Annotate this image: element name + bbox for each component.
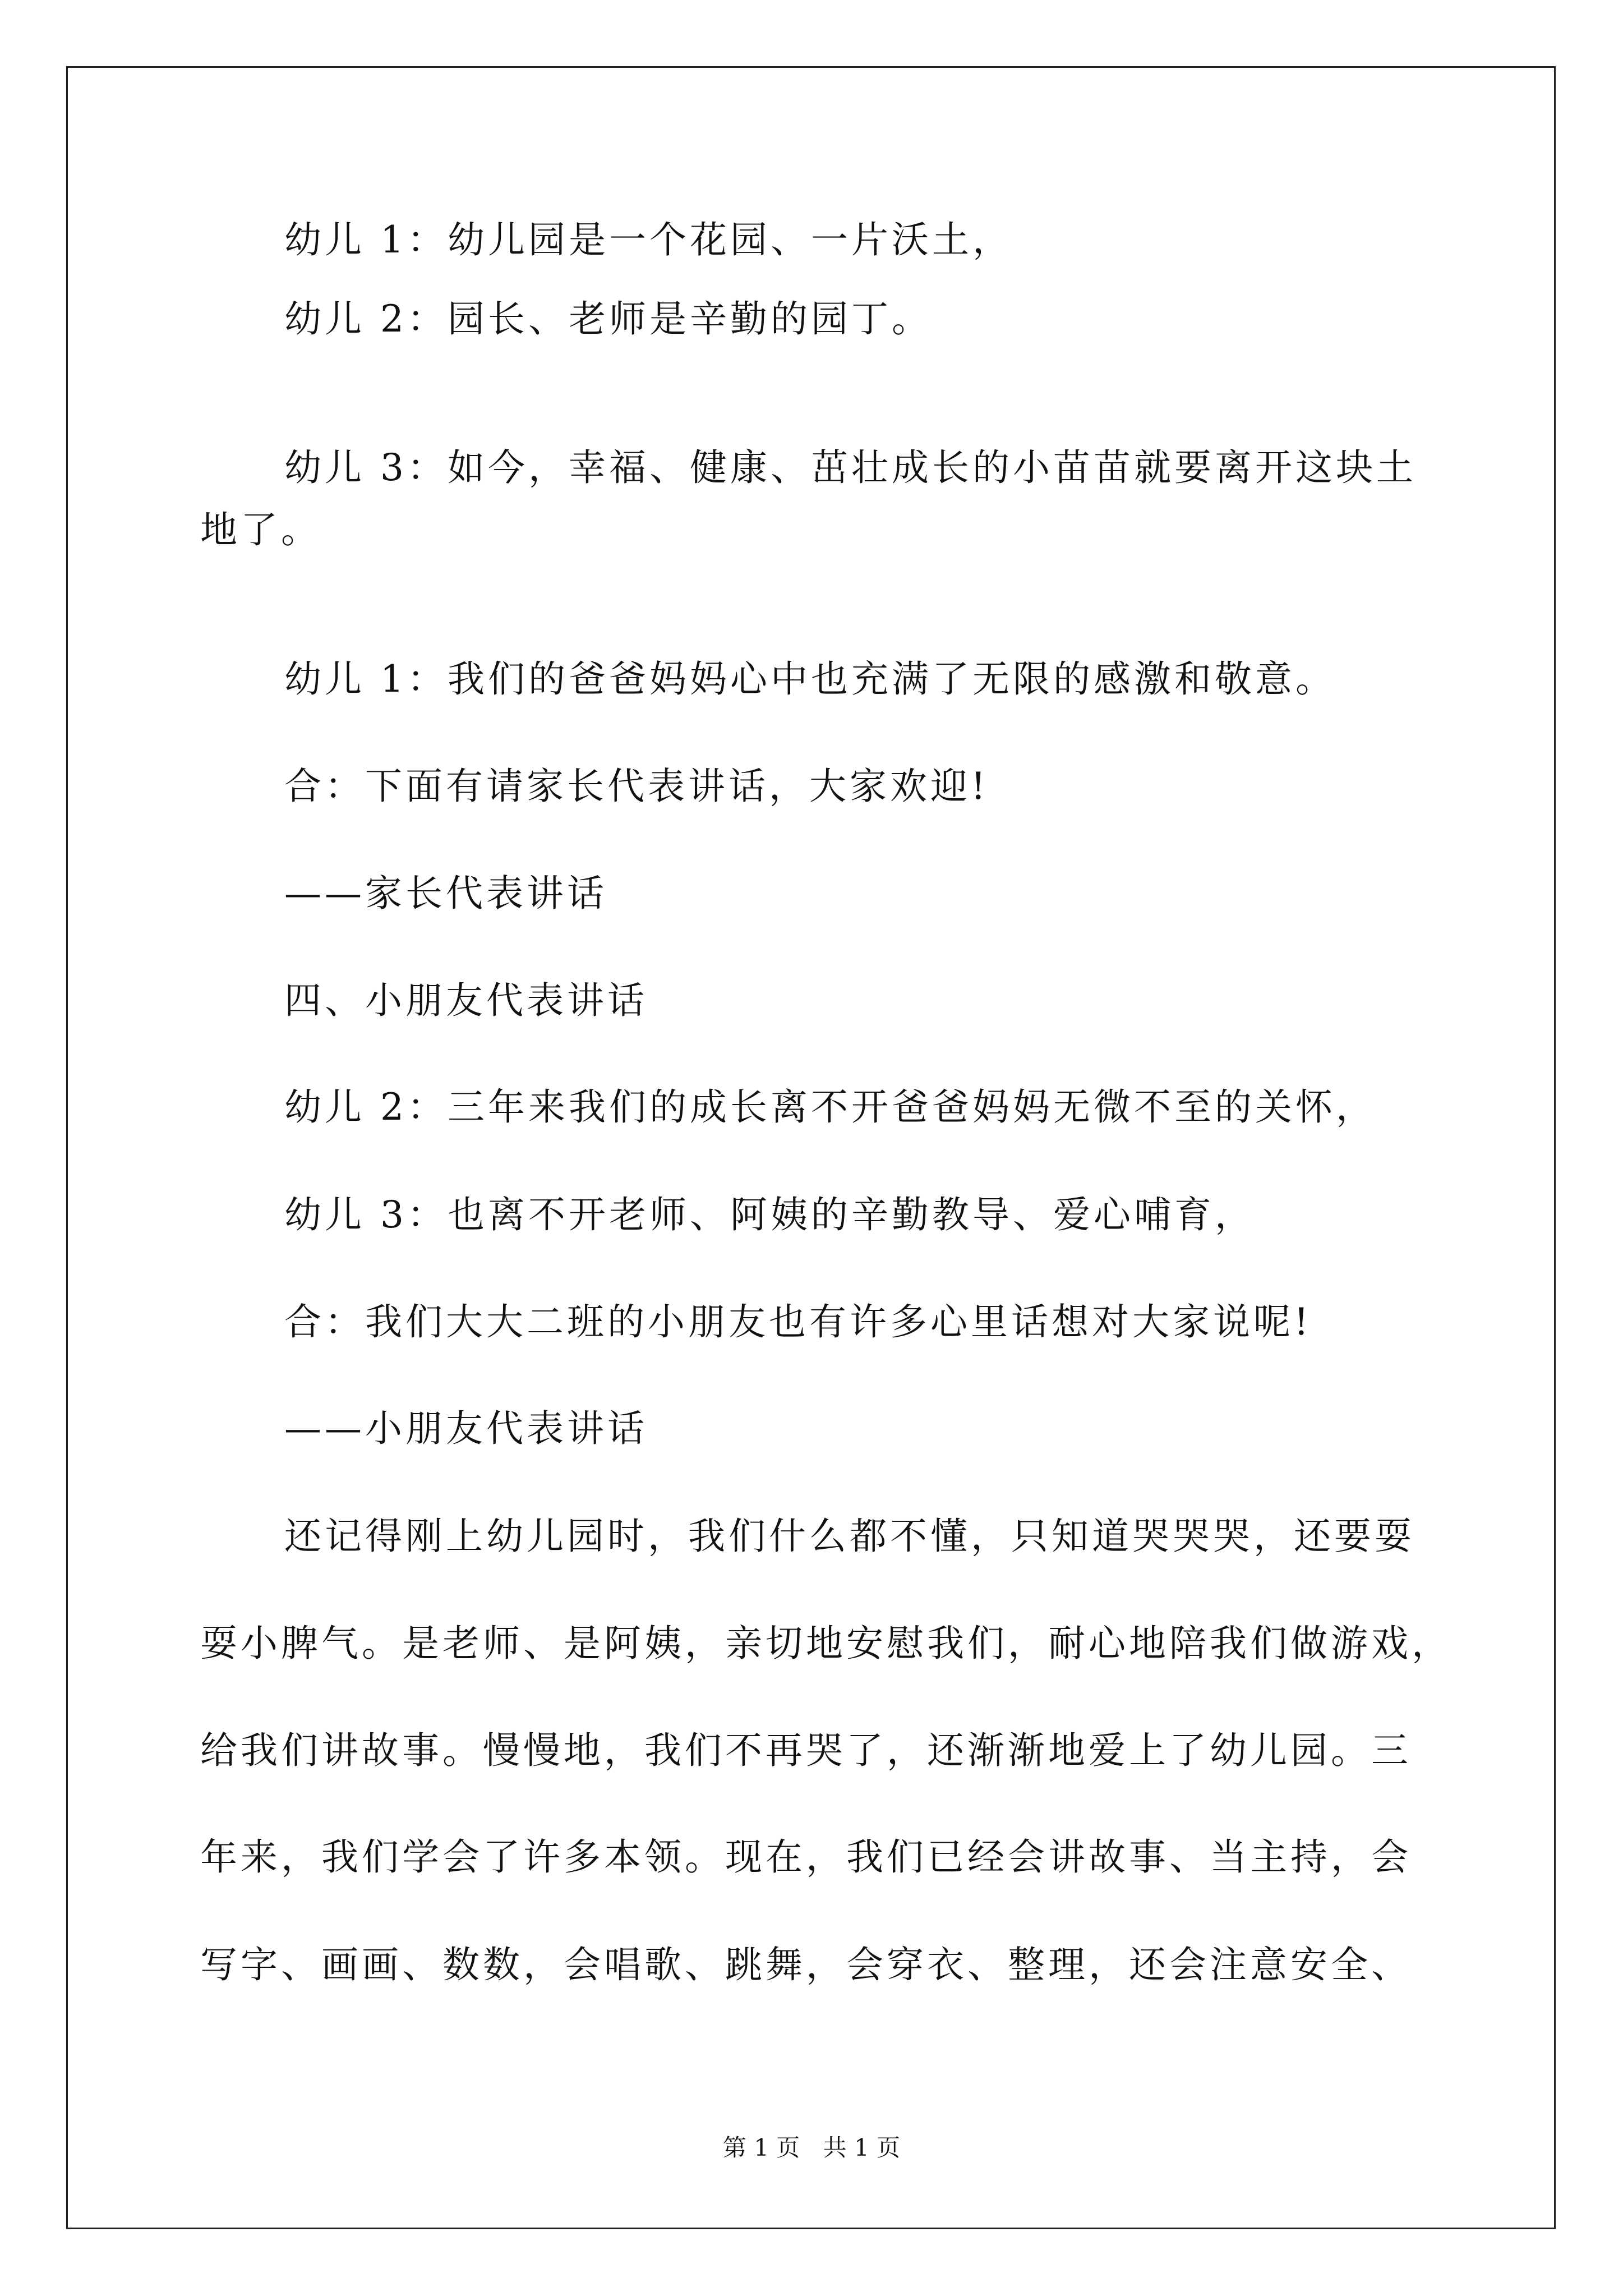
page-footer bbox=[0, 2136, 1623, 2160]
text-line: 合：我们大大二班的小朋友也有许多心里话想对大家说呢! bbox=[284, 1300, 1312, 1343]
text-line: 年来，我们学会了许多本领。现在，我们已经会讲故事、当主持，会 bbox=[200, 1835, 1412, 1879]
text-line: 幼儿 1：幼儿园是一个花园、一片沃土， bbox=[284, 218, 1013, 261]
page-number: 第 1 页 bbox=[722, 2134, 800, 2161]
text-line: ——家长代表讲话 bbox=[284, 872, 607, 915]
text-line: 还记得刚上幼儿园时，我们什么都不懂，只知道哭哭哭，还要耍 bbox=[284, 1515, 1415, 1558]
text-line: 幼儿 2：园长、老师是辛勤的园丁。 bbox=[284, 297, 932, 341]
text-line: 幼儿 1：我们的爸爸妈妈心中也充满了无限的感激和敬意。 bbox=[284, 657, 1336, 701]
page-count: 共 1 页 bbox=[823, 2134, 901, 2161]
section-heading: 四、小朋友代表讲话 bbox=[284, 979, 648, 1022]
text-line: ——小朋友代表讲话 bbox=[284, 1407, 648, 1450]
text-line: 耍小脾气。是老师、是阿姨，亲切地安慰我们，耐心地陪我们做游戏， bbox=[200, 1622, 1452, 1665]
text-line: 合：下面有请家长代表讲话，大家欢迎! bbox=[284, 765, 989, 808]
text-line: 幼儿 3：也离不开老师、阿姨的辛勤教导、爱心哺育， bbox=[284, 1193, 1255, 1236]
text-line: 写字、画画、数数，会唱歌、跳舞，会穿衣、整理，还会注意安全、 bbox=[200, 1943, 1412, 1986]
text-line: 给我们讲故事。慢慢地，我们不再哭了，还渐渐地爱上了幼儿园。三 bbox=[200, 1729, 1412, 1772]
page-border bbox=[66, 66, 1556, 2229]
text-line: 地了。 bbox=[200, 508, 321, 551]
text-line: 幼儿 2：三年来我们的成长离不开爸爸妈妈无微不至的关怀， bbox=[284, 1085, 1376, 1129]
text-line: 幼儿 3：如今，幸福、健康、茁壮成长的小苗苗就要离开这块土 bbox=[284, 446, 1417, 489]
